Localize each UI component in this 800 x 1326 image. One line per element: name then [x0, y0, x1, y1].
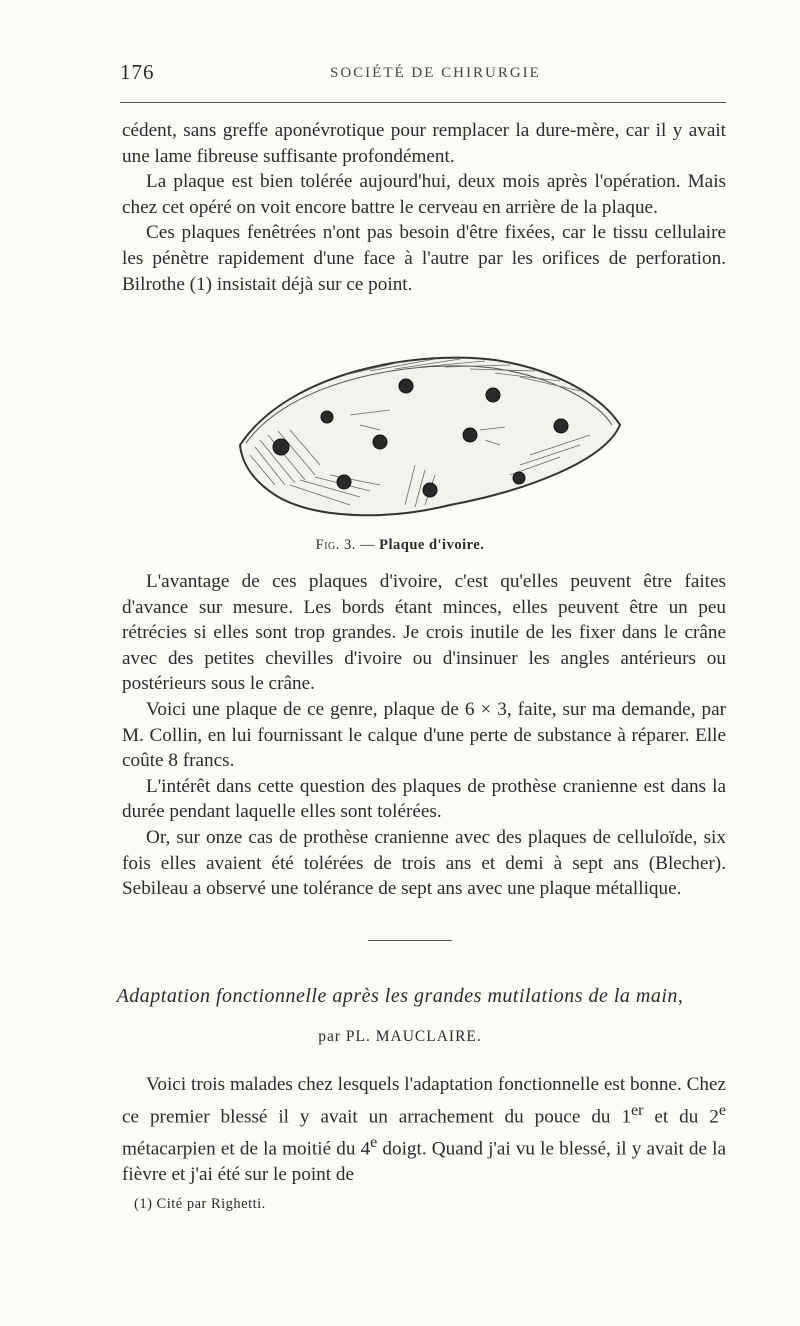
paragraph: L'intérêt dans cette question des plaques de prothèse cranienne est dans la durée pendant laquelle elles sont tolérées.	[122, 775, 726, 823]
body-text-block	[122, 569, 726, 902]
paragraph: Ces plaques fenêtrées n'ont pas besoin d'être fixées, car le tissu cellulaire les pénètre rapidement d'une face à l'autre par les orifices de perforation. Bilrothe (1) insistait déjà sur ce point.	[122, 222, 726, 295]
ivory-plate-illustration	[230, 335, 630, 535]
section-divider	[368, 940, 452, 941]
ordinal-suffix: er	[631, 1101, 644, 1119]
paragraph-text: et du 2	[643, 1105, 719, 1127]
paragraph-text: métacarpien et de la moitié du 4	[122, 1137, 371, 1159]
page-number: 176	[120, 60, 155, 84]
figure-label: Fig. 3.	[315, 537, 356, 553]
paragraph-text: Voici trois malades chez lesquels l'adaptation fonctionnelle est bonne. Chez ce premier blessé il y avait un arrachement du pouce du 1	[122, 1074, 726, 1127]
figure-caption-dash: —	[355, 537, 380, 553]
ordinal-suffix: e	[370, 1133, 378, 1151]
top-text-block	[122, 118, 726, 297]
paragraph	[122, 1072, 726, 1187]
paragraph: L'avantage de ces plaques d'ivoire, c'est qu'elles peuvent être faites d'avance sur mesure. Les bords étant minces, elles peuvent être un peu rétrécies si elles sont trop grandes. Je crois inutile de les fixer dans le crâne avec des petites chevilles d'ivoire ou d'insinuer les angles antérieurs ou postérieurs sous le crâne.	[122, 571, 726, 695]
paragraph: Or, sur onze cas de prothèse cranienne avec des plaques de celluloïde, six fois elles avaient été tolérées de trois ans et demi à sept ans (Blecher). Sebileau a observé une tolérance de sept ans avec une plaque métallique.	[122, 826, 726, 900]
paragraph: La plaque est bien tolérée aujourd'hui, deux mois après l'opération. Mais chez cet opéré on voit encore battre le cerveau en arrière de la plaque.	[122, 171, 726, 218]
footnote: (1) Cité par Righetti.	[134, 1196, 266, 1212]
figure-caption	[0, 537, 800, 554]
section-title: Adaptation fonctionnelle après les grandes mutilations de la main,	[116, 985, 684, 1007]
page-header	[120, 60, 726, 90]
ordinal-suffix: e	[718, 1101, 726, 1119]
paragraph-text: doigt. Quand j'ai vu le blessé, il y avait de la fièvre et j'ai été sur le point de	[122, 1137, 727, 1185]
paragraph: Voici une plaque de ce genre, plaque de 6 × 3, faite, sur ma demande, par M. Collin, en lui fournissant le calque d'une perte de substance à réparer. Elle coûte 8 francs.	[122, 698, 726, 772]
paragraph: cédent, sans greffe aponévrotique pour remplacer la dure-mère, car il y avait une lame fibreuse suffisante profondément.	[122, 120, 726, 167]
running-head: SOCIÉTÉ DE CHIRURGIE	[330, 65, 541, 81]
figure-title: Plaque d'ivoire.	[379, 537, 485, 553]
section-author: par PL. MAUCLAIRE.	[318, 1028, 482, 1045]
header-rule	[120, 102, 726, 103]
section-text-block	[122, 1072, 726, 1187]
